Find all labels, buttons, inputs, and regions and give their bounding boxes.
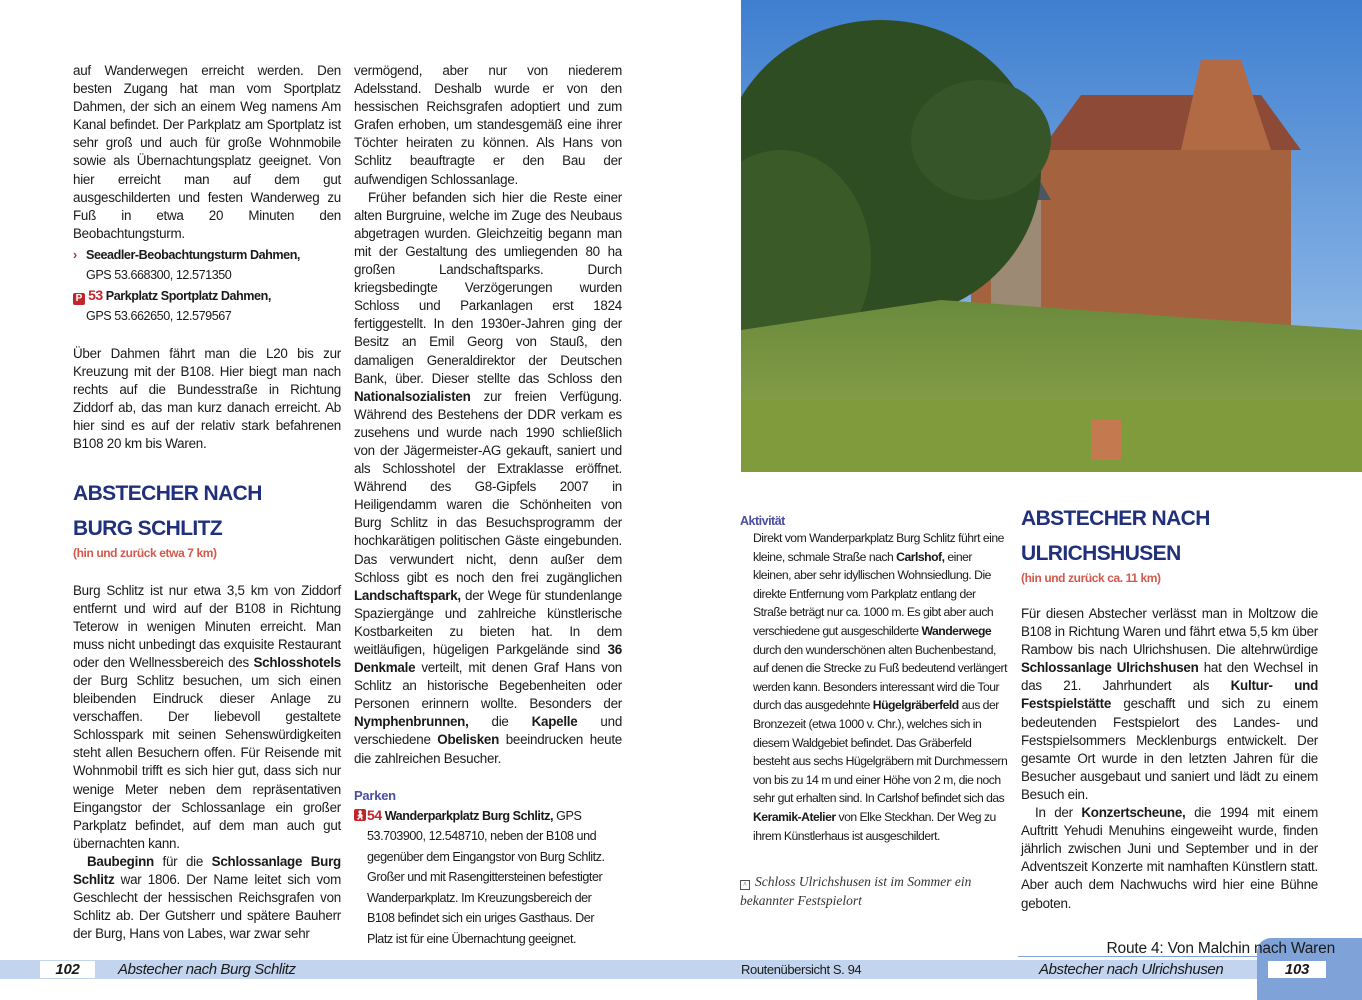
heading-line: ULRICHSHUSEN xyxy=(1021,542,1181,565)
activity-heading: Aktivität xyxy=(740,514,785,528)
poi-entry xyxy=(73,285,341,326)
text-run: für die xyxy=(153,853,212,869)
text-run: auf Wanderwegen erreicht werden. Den besten Zugang hat man vom Sportplatz Dahmen, der sich an einem Weg namens Am Kanal befindet. Der Parkplatz am Sportplatz ist sehr groß und auch für große Wohnmobile sowie als Übernachtungsplatz geeignet. Von hier erreicht man auf dem gut ausgeschilderten und festen Wanderweg zu Fuß in etwa 20 Minuten den Beobachtungsturm. xyxy=(73,63,341,241)
paragraph xyxy=(354,189,622,768)
bold-term: Carlshof, xyxy=(896,549,945,564)
text-run: der Burg Schlitz besuchen, um sich einen bleibenden Eindruck dieser Anlage zu verschaffen. Der liebevoll gestaltete Schlosspark mit seinen Sehenswürdigkeiten steht allen Besuchern offen. Für Reisende mit Wohnmobil trifft es sich hier gut, dass sich nur wenige Meter neben dem repräsentativen Eingangstor der Schlossanlage ein großer Parkplatz befindet, auf dem man auch gut übernachten kann. xyxy=(73,672,341,851)
poi-entry xyxy=(354,805,622,950)
heading-line: ABSTECHER NACH xyxy=(1021,507,1210,530)
poi-gps: GPS 53.668300, 12.571350 xyxy=(86,267,232,282)
castle-photo xyxy=(741,0,1362,472)
poi-number: 53 xyxy=(88,286,103,303)
poi-name: Wanderparkplatz Burg Schlitz, xyxy=(384,808,554,823)
paragraph xyxy=(73,345,341,454)
left-column-1 xyxy=(73,62,341,943)
paragraph xyxy=(1021,605,1318,804)
footer-title-left: Abstecher nach Burg Schlitz xyxy=(118,961,296,978)
text-run: und verschiedene xyxy=(354,714,623,748)
bold-term: 36 Denkmale xyxy=(354,642,622,676)
bold-term: Baubeginn xyxy=(87,853,154,869)
activity-box xyxy=(740,513,1008,845)
section-heading xyxy=(73,476,341,546)
text-run: einer kleinen, aber sehr idyllischen Wohnsiedlung. Die direkte Entfernung vom Parkplatz entlang der Straße beträgt nur ca. 1000 m. Es gibt aber auch verschiedene gut ausgeschilderte xyxy=(753,549,994,638)
section-subtitle: (hin und zurück etwa 7 km) xyxy=(73,545,217,560)
route-overview-link[interactable]: Routenübersicht S. 94 xyxy=(741,962,862,977)
text-run: der Wege für stundenlange Spaziergänge und zahlreiche künstlerische Kostbarkeiten zu bieten hat. In dem weitläufigen, hügeligen Parkgelände sind xyxy=(354,587,622,657)
bold-term: Nymphenbrunnen, xyxy=(354,714,469,730)
bold-term: Kapelle xyxy=(531,714,578,730)
bold-term: Schlossanlage Ulrichshusen xyxy=(1021,660,1199,676)
text-run: hat den Wechsel in das 21. Jahrhundert als xyxy=(1021,660,1318,694)
text-run: vermögend, aber nur von niederem Adelsstand. Deshalb wurde er von den hessischen Reichsgrafen adoptiert und zum Grafen erhoben, um standesgemäß eine ihrer Töchter heiraten zu können. Als Hans von Schlitz beauftragte er den Bau der aufwendigen Schlossanlage. xyxy=(354,63,622,187)
chevron-right-icon: › xyxy=(73,247,77,262)
footer-title-right: Abstecher nach Ulrichshusen xyxy=(1039,961,1224,978)
text-run: durch den wunderschönen alten Buchenbestand, auf denen die Strecke zu Fuß bedeutend verlängert werden kann. Besonders interessant wird die Tour durch das ausgedehnte xyxy=(753,642,1007,713)
text-run: die xyxy=(468,714,532,730)
text-run: beeindrucken heute die zahlreichen Besucher. xyxy=(354,732,622,766)
poi-number: 54 xyxy=(367,806,382,823)
paragraph xyxy=(73,853,341,943)
bold-term: Hügelgräberfeld xyxy=(872,698,959,713)
bold-term: Kultur- und Festspielstätte xyxy=(1021,678,1319,712)
poi-name: Parkplatz Sportplatz Dahmen, xyxy=(105,288,271,303)
text-run: Über Dahmen fährt man die L20 bis zur Kreuzung mit der B108. Hier biegt man nach rechts auf die Bundesstraße in Richtung Ziddorf ab, das man kurz danach erreicht. Ab hier sind es auf der relativ stark befahrenen B108 20 km bis Waren. xyxy=(73,345,341,452)
activity-text xyxy=(740,529,1008,845)
bold-term: Obelisken xyxy=(437,732,500,748)
paragraph xyxy=(73,62,341,243)
poi-gps: GPS 53.662650, 12.579567 xyxy=(86,308,232,323)
text-run: zur freien Verfügung. Während des Bestehens der DDR verkam es zusehens und wurde nach 1990 schließlich von der Jägermeister-AG gekauft, saniert und als Schlosshotel der Extraklasse eröffnet. Während des G8-Gipfels 2007 in Heiligendamm waren die Schönheiten von Burg Schlitz in das Besuchsprogramm der hochkarätigen politischen Gäste eingebunden. Das verwundert nicht, denn außer dem Schloss gibt es noch den frei zugänglichen xyxy=(354,388,622,585)
bold-term: Wanderwege xyxy=(921,623,992,638)
bold-term: Keramik-Atelier xyxy=(753,809,836,824)
text-run: In der xyxy=(1035,805,1082,821)
section-subtitle: (hin und zurück ca. 11 km) xyxy=(1021,571,1161,585)
bold-term: Landschaftspark, xyxy=(354,587,461,603)
text-run: aus der Bronzezeit (etwa 1000 v. Chr.), welches sich in diesem Waldgebiet befindet. Das Gräberfeld besteht aus sechs Hügelgräbern mit Durchmessern von bis zu 14 m und einer Höhe von 2 m, die noch sehr gut erhalten sind. In Carlshof befindet sich das xyxy=(753,698,1008,806)
route-title: Route 4: Von Malchin nach Waren xyxy=(1106,940,1335,957)
hiker-parking-icon: 🚶︎ xyxy=(354,809,366,820)
text-run: von Elke Steckhan. Der Weg zu ihrem Künstlerhaus ist ausgeschildert. xyxy=(753,809,996,843)
poi-entry xyxy=(73,245,341,285)
paragraph xyxy=(354,62,622,189)
parking-icon: P xyxy=(73,293,85,305)
paragraph xyxy=(1021,804,1318,913)
poi-description: GPS 53.703900, 12.548710, neben der B108 und gegenüber dem Eingangstor von Burg Schlitz. Großer und mit Rasengittersteinen befestigter Wanderparkplatz. Im Kreuzungsbereich der B108 befindet sich ein uriges Gasthaus. Der Platz ist für eine Übernachtung geeignet. xyxy=(367,808,605,946)
parken-heading: Parken xyxy=(354,787,396,803)
text-run: die 1994 mit einem Auftritt Yehudi Menuhins eingeweiht wurde, finden jährlich zwischen Juni und September und in der Adventszeit Konzerte mit namhaften Künstlern statt. Aber auch dem Nachwuchs wird hier eine Bühne geboten. xyxy=(1021,805,1318,911)
heading-line: BURG SCHLITZ xyxy=(73,516,223,540)
bold-term: Nationalsozialisten xyxy=(354,388,471,404)
photo-caption xyxy=(740,872,1000,910)
text-run: verteilt, mit denen Graf Hans von Schlitz an historische Begebenheiten oder Personen erinnern wollte. Besonders der xyxy=(354,660,622,712)
text-run: Direkt vom Wanderparkplatz Burg Schlitz führt eine kleine, schmale Straße nach xyxy=(753,531,1004,564)
right-column xyxy=(1021,501,1318,913)
page-number-left: 102 xyxy=(40,961,95,978)
section-heading xyxy=(1021,501,1318,571)
caption-text: Schloss Ulrichshusen ist im Sommer ein bekannter Festspielort xyxy=(740,874,972,908)
bold-term: Konzertscheune, xyxy=(1081,805,1186,821)
bold-term: Schlossanlage Burg Schlitz xyxy=(73,853,341,887)
text-run: Für diesen Abstecher verlässt man in Moltzow die B108 in Richtung Waren und fährt etwa 5,5 km über Rambow bis nach Ulrichshusen. Die altehrwürdige xyxy=(1021,606,1318,658)
text-run: geschafft und sich zu einem bedeutenden Festspielort des Landes- und Festspielsommers Mecklenburgs entwickelt. Der gesamte Ort wurde in den letzten Jahren für die Besucher ausgebaut und saniert und lädt zu einem Besuch ein. xyxy=(1021,696,1318,802)
poi-name: Seeadler-Beobachtungsturm Dahmen, xyxy=(86,247,300,262)
left-column-2 xyxy=(354,62,622,949)
text-run: war 1806. Der Name leitet sich vom Geschlecht der hessischen Reichsgrafen von Schlitz ab. Der Gutsherr und spätere Bauherr der Burg, Hans von Labes, war zwar sehr xyxy=(73,872,341,942)
page-number-right: 103 xyxy=(1268,961,1326,978)
text-run: Früher befanden sich hier die Reste einer alten Burgruine, welche im Zuge des Neubaus abgetragen wurden. Gleichzeitig begann man mit der Gestaltung des umliegenden 80 ha großen Landschaftsparks. Durch kriegsbedingte Verzögerungen wurden Schloss und Parkanlagen erst 1824 fertiggestellt. In den 1930er-Jahren ging der Besitz an Emil Georg von Stauß, den damaligen Generaldirektor der Deutschen Bank, über. Dieser stellte das Schloss den xyxy=(354,189,622,386)
text-run: Burg Schlitz ist nur etwa 3,5 km von Ziddorf entfernt und wird auf der B108 in Richtung Teterow in wenigen Minuten erreicht. Man muss nicht unbedingt das exquisite Restaurant oder den Wellnessbereich des xyxy=(73,582,341,670)
paragraph xyxy=(73,582,341,853)
bold-term: Schlosshotels xyxy=(253,654,341,670)
photo-up-icon: ^ xyxy=(740,880,750,890)
heading-line: ABSTECHER NACH xyxy=(73,481,262,505)
